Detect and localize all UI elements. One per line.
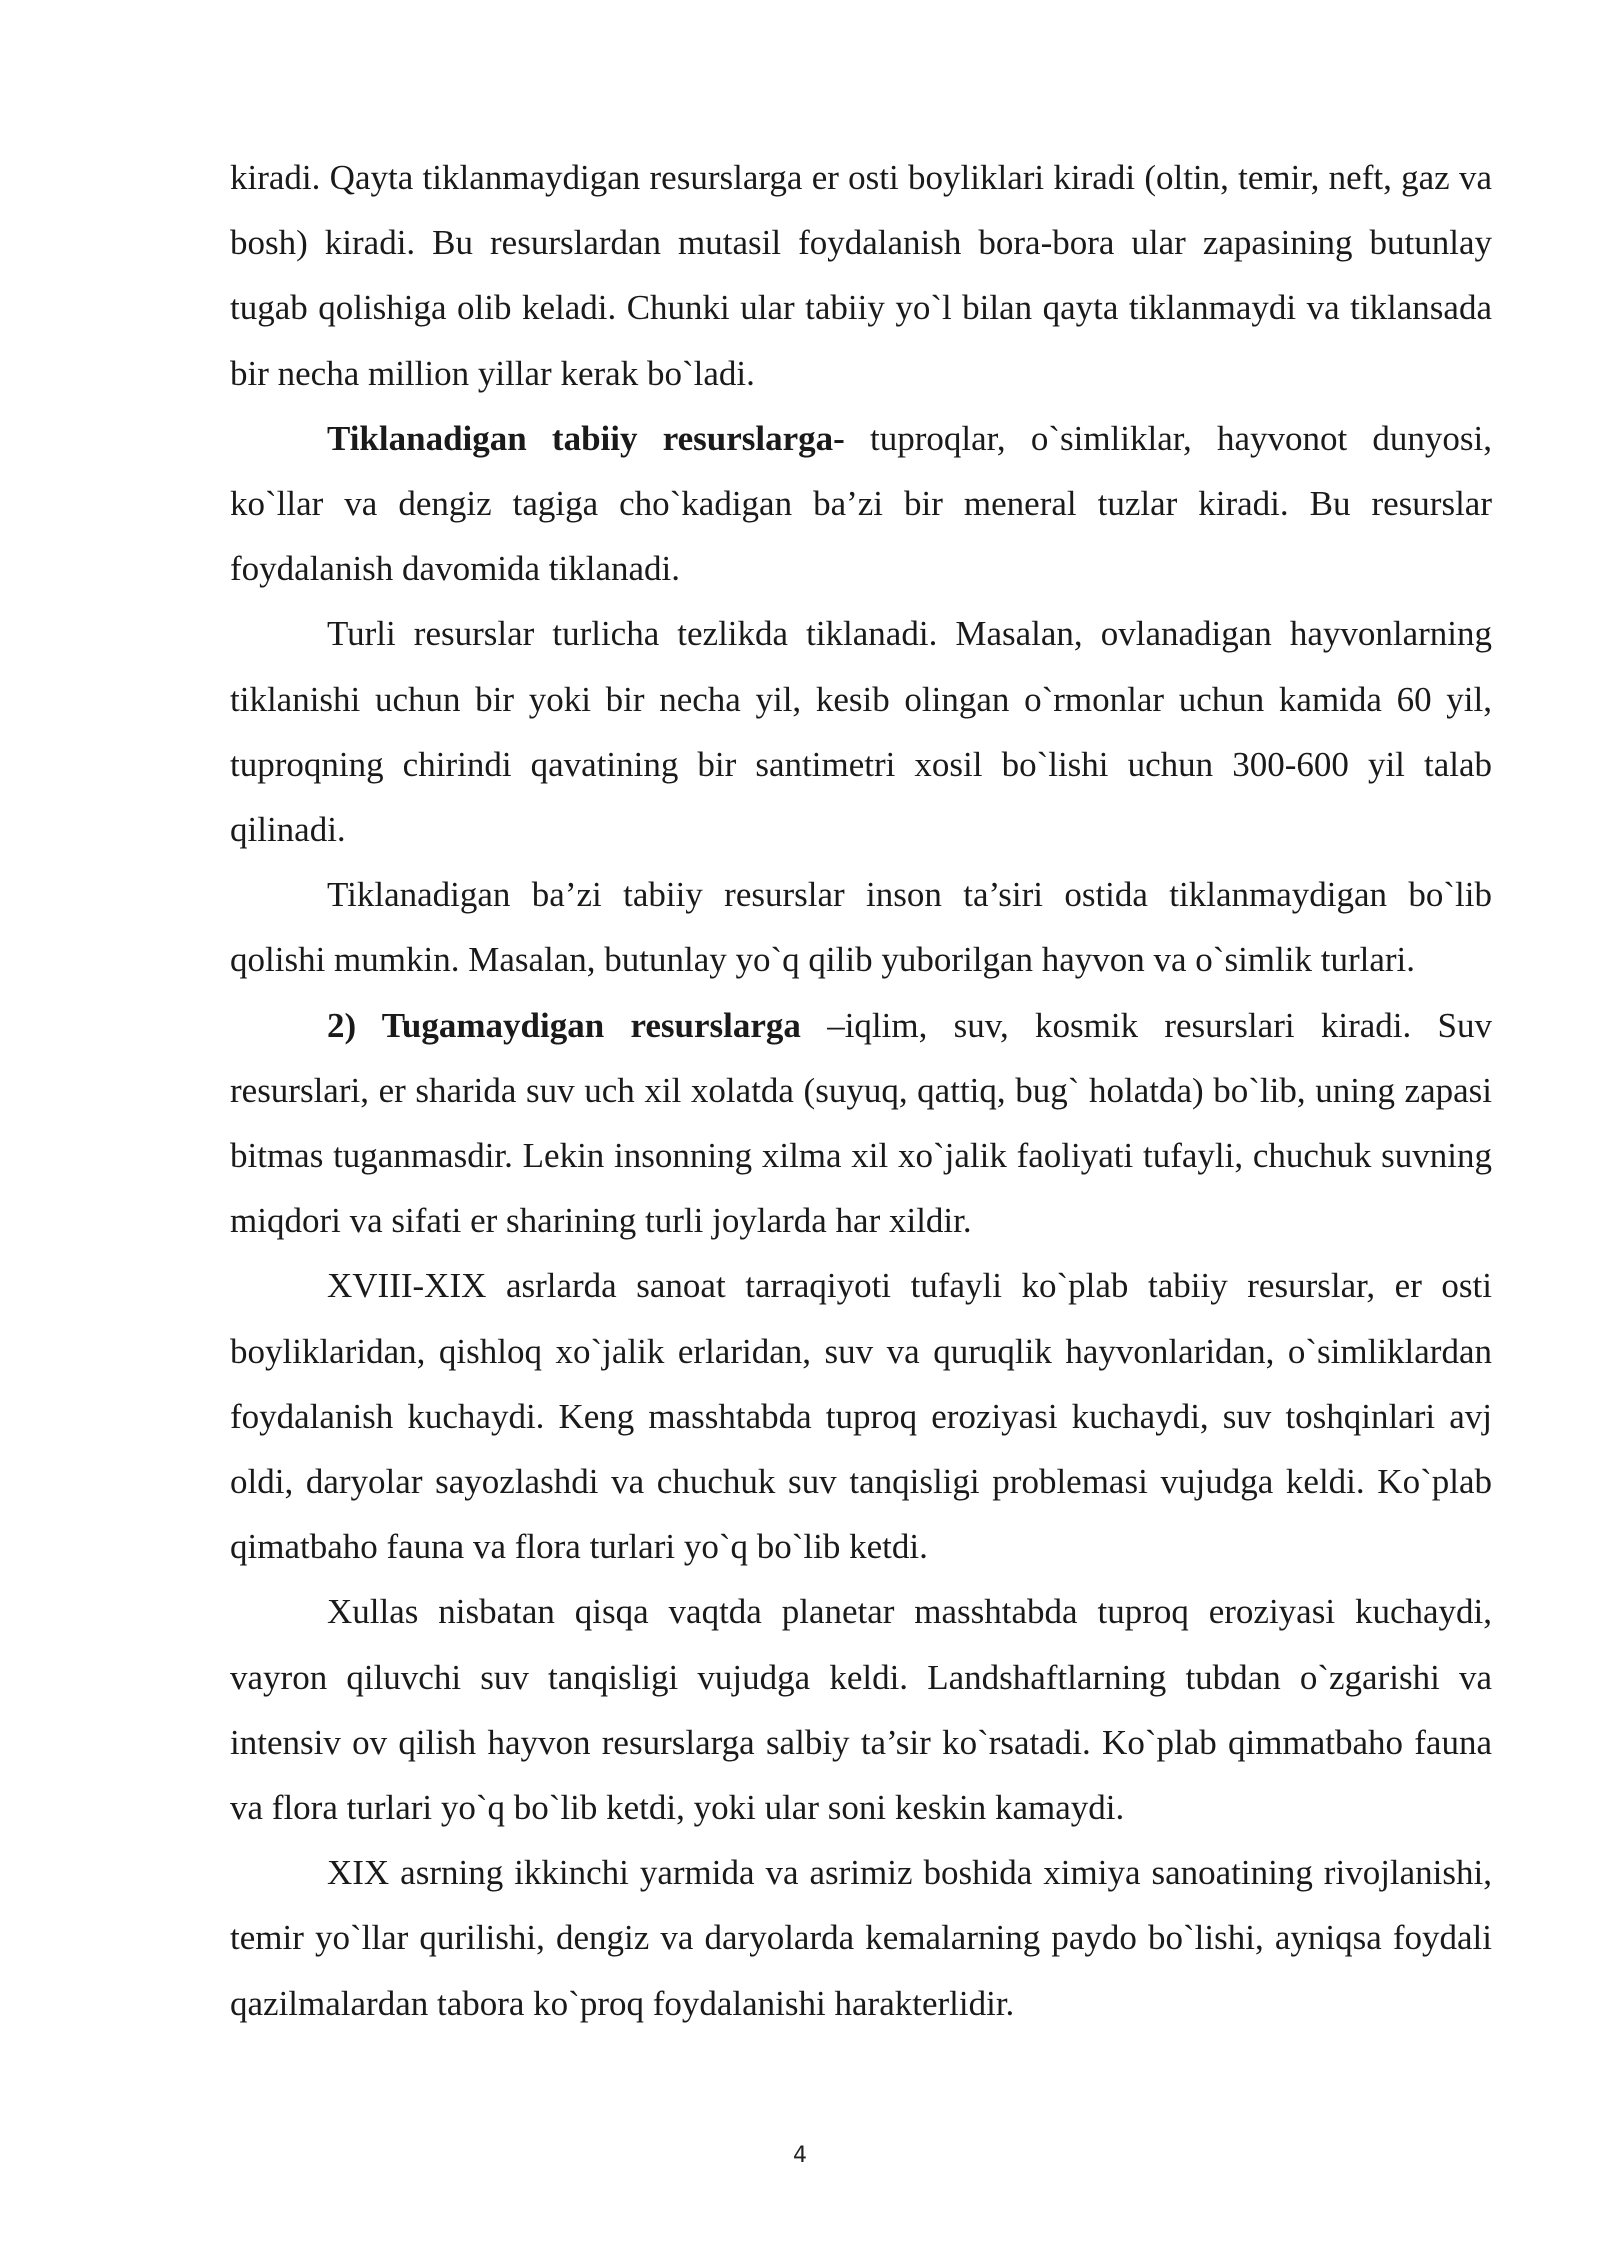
paragraph-8-text: XIX asrning ikkinchi yarmida va asrimiz boshida ximiya sanoatining rivojlanishi, temir yo`llar qurilishi, dengiz va daryolarda kemalarning paydo bo`lishi, ayniqsa foydali qazilmalardan tabora ko`proq foydalanishi harakterlidir.	[230, 1853, 1492, 2023]
paragraph-6	[230, 1253, 1492, 1579]
paragraph-1-text: kiradi. Qayta tiklanmaydigan resurslarga er osti boyliklari kiradi (oltin, temir, neft, gaz va bosh) kiradi. Bu resurslardan mutasil foydalanish bora-bora ular zapasining butunlay tugab qolishiga olib keladi. Chunki ular tabiiy yo`l bilan qayta tiklanmaydi va tiklansada bir necha million yillar kerak bo`ladi.	[230, 158, 1492, 393]
document-body	[230, 145, 1492, 2036]
paragraph-4-text: Tiklanadigan ba’zi tabiiy resurslar inson ta’siri ostida tiklanmaydigan bo`lib qolishi mumkin. Masalan, butunlay yo`q qilib yuborilgan hayvon va o`simlik turlari.	[230, 875, 1492, 980]
paragraph-5	[230, 993, 1492, 1254]
paragraph-7-text: Xullas nisbatan qisqa vaqtda planetar masshtabda tuproq eroziyasi kuchaydi, vayron qiluvchi suv tanqisligi vujudga keldi. Landshaftlarning tubdan o`zgarishi va intensiv ov qilish hayvon resurslarga salbiy ta’sir ko`rsatadi. Ko`plab qimmatbaho fauna va flora turlari yo`q bo`lib ketdi, yoki ular soni keskin kamaydi.	[230, 1592, 1492, 1828]
paragraph-3-text: Turli resurslar turlicha tezlikda tiklanadi. Masalan, ovlanadigan hayvonlarning tiklanishi uchun bir yoki bir necha yil, kesib olingan o`rmonlar uchun kamida 60 yil, tuproqning chirindi qavatining bir santimetri xosil bo`lishi uchun 300-600 yil talab qilinadi.	[230, 614, 1492, 850]
paragraph-5-text: –iqlim, suv, kosmik resurslari kiradi. Suv resurslari, er sharida suv uch xil xolatda (suyuq, qattiq, bug` holatda) bo`lib, uning zapasi bitmas tuganmasdir. Lekin insonning xilma xil xo`jalik faoliyati tufayli, chuchuk suvning miqdori va sifati er sharining turli joylarda har xildir.	[230, 1005, 1492, 1241]
paragraph-6-text: XVIII-XIX asrlarda sanoat tarraqiyoti tufayli ko`plab tabiiy resurslar, er osti boyliklaridan, qishloq xo`jalik erlaridan, suv va quruqlik hayvonlaridan, o`simliklardan foydalanish kuchaydi. Keng masshtabda tuproq eroziyasi kuchaydi, suv toshqinlari avj oldi, daryolar sayozlashdi va chuchuk suv tanqisligi problemasi vujudga keldi. Ko`plab qimatbaho fauna va flora turlari yo`q bo`lib ketdi.	[230, 1266, 1492, 1567]
paragraph-8	[230, 1840, 1492, 2036]
paragraph-5-bold: 2) Tugamaydigan resurslarga	[327, 1005, 801, 1045]
paragraph-2-bold: Tiklanadigan tabiiy resurslarga-	[327, 418, 845, 458]
paragraph-3	[230, 601, 1492, 862]
paragraph-1	[230, 145, 1492, 406]
paragraph-2-text: tuproqlar, o`simliklar, hayvonot dunyosi, ko`llar va dengiz tagiga cho`kadigan ba’zi bir meneral tuzlar kiradi. Bu resurslar foydalanish davomida tiklanadi.	[230, 418, 1492, 589]
paragraph-4	[230, 862, 1492, 992]
paragraph-2	[230, 406, 1492, 602]
paragraph-7	[230, 1579, 1492, 1840]
page-number: 4	[793, 2143, 807, 2168]
